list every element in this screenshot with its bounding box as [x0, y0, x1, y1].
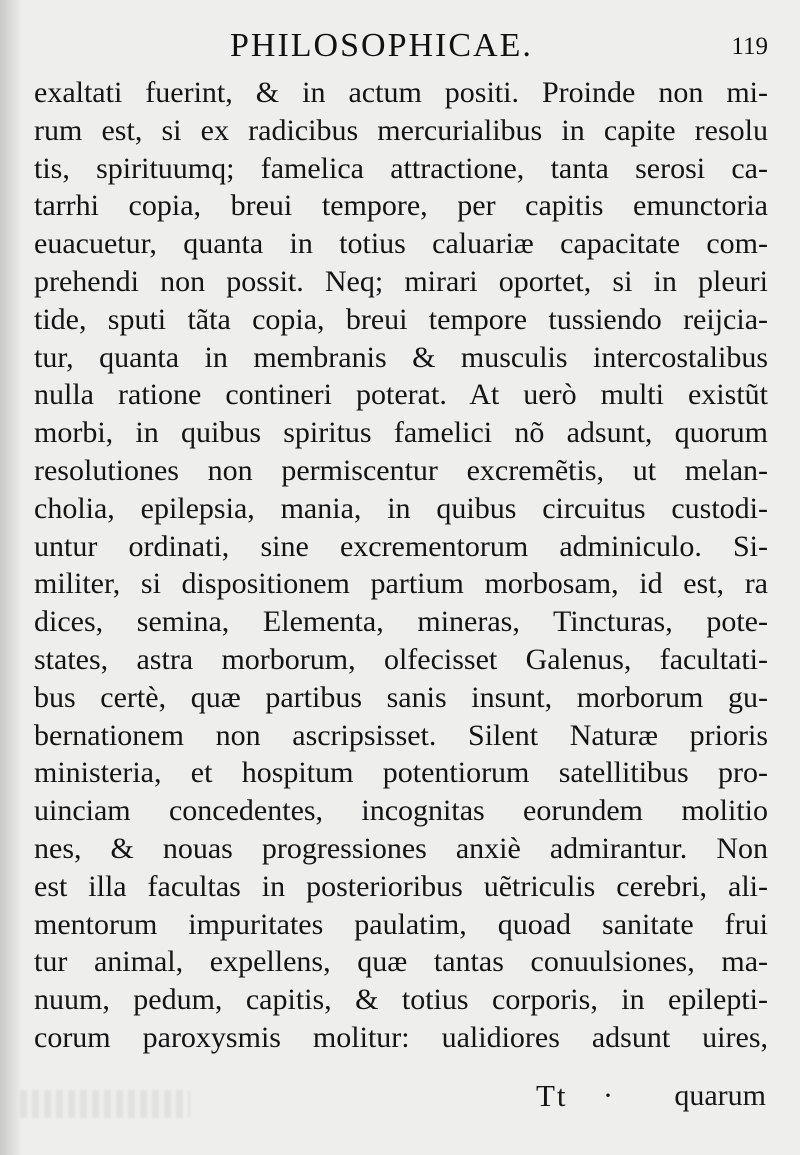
text-line: dices, semina, Elementa, mineras, Tincturas, pote- [34, 605, 768, 639]
text-line: bernationem non ascripsisset. Silent Naturæ prioris [34, 718, 768, 752]
text-line: mentorum impuritates paulatim, quoad sanitate frui [34, 907, 768, 941]
text-line: tide, sputi tãta copia, breui tempore tussiendo reijcia- [34, 302, 768, 336]
text-line: tur animal, expellens, quæ tantas conuulsiones, ma- [34, 945, 768, 979]
catchword: quarum [674, 1079, 766, 1112]
text-line: tis, spirituumq; famelica attractione, tanta serosi ca- [34, 151, 768, 185]
text-line: euacuetur, quanta in totius caluariæ capacitate com- [34, 227, 768, 261]
text-line: uinciam concedentes, incognitas eorundem molitio [34, 794, 768, 828]
text-line: rum est, si ex radicibus mercurialibus in capite resolu [34, 113, 768, 147]
text-line: prehendi non possit. Neq; mirari oportet, si in pleuri [34, 264, 768, 298]
text-line: tur, quanta in membranis & musculis intercostalibus [34, 340, 768, 374]
text-line: militer, si dispositionem partium morbosam, id est, ra [34, 567, 768, 601]
text-line: bus certè, quæ partibus sanis insunt, morborum gu- [34, 680, 768, 714]
text-line: nes, & nouas progressiones anxiè admirantur. Non [34, 831, 768, 865]
signature-mark: Tt [536, 1078, 568, 1113]
text-line: exaltati fuerint, & in actum positi. Proinde non mi- [34, 76, 768, 109]
text-line: untur ordinati, sine excrementorum adminiculo. Si- [34, 529, 768, 563]
text-line: corum paroxysmis molitur: ualidiores adsunt uires, [34, 1020, 768, 1054]
text-line: states, astra morborum, olfecisset Galenus, facultati- [34, 642, 768, 676]
page-header [0, 26, 800, 70]
text-line: ministeria, et hospitum potentiorum satellitibus pro- [34, 756, 768, 790]
running-head: PHILOSOPHICAE. [230, 27, 533, 64]
text-line: resolutiones non permiscentur excremẽtis, ut melan- [34, 453, 768, 487]
text-line: est illa facultas in posterioribus uẽtriculis cerebri, ali- [34, 869, 768, 903]
text-line: nulla ratione contineri poterat. At uerò multi existũt [34, 378, 768, 412]
gutter-shadow [0, 0, 22, 1155]
show-through-ink [20, 1090, 190, 1118]
text-line: morbi, in quibus spiritus famelici nõ adsunt, quorum [34, 416, 768, 450]
signature-dot: · [603, 1079, 613, 1112]
text-block [34, 74, 768, 1057]
text-line: nuum, pedum, capitis, & totius corporis, in epilepti- [34, 983, 768, 1017]
text-line: tarrhi copia, breui tempore, per capitis emunctoria [34, 189, 768, 223]
text-line: cholia, epilepsia, mania, in quibus circuitus custodi- [34, 491, 768, 525]
page-number: 119 [731, 33, 768, 60]
